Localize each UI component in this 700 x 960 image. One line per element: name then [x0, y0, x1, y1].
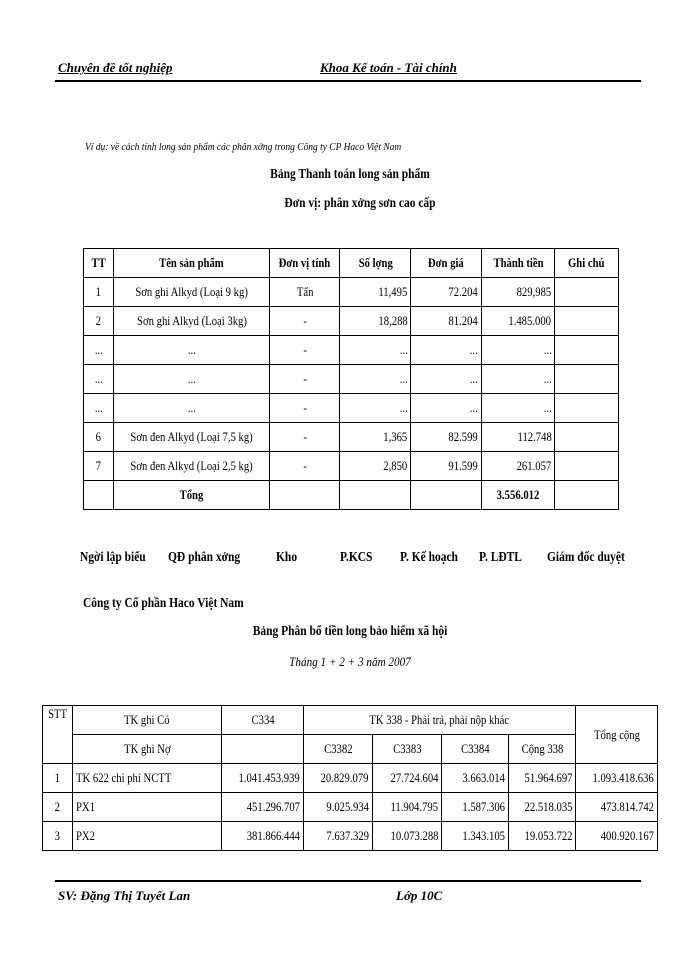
cell: 1.587.306 — [462, 799, 505, 814]
cell: 2,850 — [383, 458, 408, 473]
header-left: Chuyên đề tốt nghiệp — [58, 60, 173, 75]
cell: ... — [399, 371, 408, 386]
cell: 400.920.167 — [600, 828, 654, 843]
cell: 1 — [95, 284, 102, 299]
cell: 20.829.079 — [320, 770, 369, 785]
intro-text: Ví dụ: về cách tính long sản phẩm các phân xởng trong Công ty CP Haco Việt Nam — [85, 141, 402, 153]
cell: PX1 — [76, 799, 96, 814]
cell: 18,288 — [378, 313, 408, 328]
cell: ... — [399, 400, 408, 415]
signature-director: Giám đốc duyệt — [547, 550, 625, 565]
cell: - — [303, 400, 307, 415]
table-row — [84, 394, 619, 423]
cell — [555, 307, 619, 336]
total-label: Tổng — [179, 487, 204, 502]
payroll-table — [83, 248, 619, 510]
allocation-header-row-1 — [43, 706, 658, 735]
col-unit-price: Đơn giá — [428, 255, 465, 270]
cell — [555, 336, 619, 365]
cell: ... — [187, 342, 196, 357]
col-amount: Thành tiền — [493, 255, 544, 270]
allocation-header-row-2 — [43, 735, 658, 764]
table-row — [84, 365, 619, 394]
col-tk-debit: TK ghi Nợ — [123, 741, 171, 756]
footer-left: SV: Đặng Thị Tuyết Lan — [58, 888, 191, 903]
cell: Sơn đen Alkyd (Loại 2,5 kg) — [130, 458, 253, 473]
cell: ... — [470, 371, 479, 386]
col-note: Ghi chú — [568, 255, 605, 270]
period-wrap — [250, 654, 450, 670]
cell: ... — [543, 400, 552, 415]
col-grand-total: Tổng cộng — [593, 726, 640, 742]
cell — [340, 481, 411, 510]
cell: 11,495 — [378, 284, 408, 299]
cell: 1 — [54, 770, 61, 785]
cell: 27.724.604 — [390, 770, 439, 785]
col-quantity: Số lợng — [358, 255, 393, 270]
signature-preparer: Ngời lập biểu — [80, 550, 146, 565]
cell: 10.073.288 — [390, 828, 439, 843]
table-row — [43, 822, 658, 851]
cell: 3 — [54, 828, 61, 843]
cell: 9.025.934 — [326, 799, 369, 814]
cell: Tấn — [296, 284, 314, 299]
cell — [555, 278, 619, 307]
cell: - — [303, 313, 307, 328]
cell: Sơn ghi Alkyd (Loại 9 kg) — [135, 284, 249, 299]
col-stt: STT — [48, 706, 68, 721]
payroll-header-row — [84, 249, 619, 278]
cell: - — [303, 429, 307, 444]
total-value: 3.556.012 — [496, 487, 540, 502]
cell: 51.964.697 — [524, 770, 573, 785]
table-row — [84, 307, 619, 336]
cell: ... — [94, 342, 103, 357]
cell: 6 — [95, 429, 102, 444]
cell: 1.093.418.636 — [592, 770, 654, 785]
table-row — [84, 278, 619, 307]
col-unit: Đơn vị tính — [279, 255, 331, 270]
table-row — [84, 423, 619, 452]
cell — [555, 394, 619, 423]
title-payroll: Bảng Thanh toán long sản phẩm — [270, 167, 430, 182]
cell: ... — [187, 400, 196, 415]
cell: Sơn ghi Alkyd (Loại 3kg) — [136, 313, 247, 328]
cell: 1.343.105 — [462, 828, 505, 843]
cell: 82.599 — [448, 429, 479, 444]
cell: Sơn đen Alkyd (Loại 7,5 kg) — [130, 429, 253, 444]
cell: 11.904.795 — [390, 799, 439, 814]
cell — [222, 735, 304, 764]
cell — [84, 481, 114, 510]
signature-workshop-manager: QĐ phân xởng — [168, 550, 241, 565]
cell: 81.204 — [448, 313, 479, 328]
header-right: Khoa Kế toán - Tài chính — [320, 60, 457, 75]
col-c3383: C3383 — [392, 741, 422, 756]
cell: ... — [399, 342, 408, 357]
col-c3384: C3384 — [460, 741, 490, 756]
cell: ... — [187, 371, 196, 386]
period: Tháng 1 + 2 + 3 năm 2007 — [289, 654, 411, 669]
cell: 112.748 — [517, 429, 552, 444]
cell: TK 622 chi phí NCTT — [76, 770, 172, 785]
col-c3382: C3382 — [323, 741, 353, 756]
cell: 261.057 — [516, 458, 552, 473]
table-row — [43, 793, 658, 822]
cell: 22.518.035 — [524, 799, 573, 814]
cell: ... — [94, 371, 103, 386]
header-rule — [55, 80, 641, 82]
col-tk338: TK 338 - Phải trả, phải nộp khác — [369, 712, 510, 727]
cell: 3.663.014 — [462, 770, 505, 785]
cell: - — [303, 342, 307, 357]
cell: 7 — [95, 458, 102, 473]
allocation-table — [42, 705, 658, 851]
title-allocation-wrap — [210, 624, 490, 640]
cell: 2 — [54, 799, 61, 814]
cell: ... — [470, 400, 479, 415]
col-sum338: Cộng 338 — [521, 741, 563, 756]
cell — [555, 481, 619, 510]
cell: PX2 — [76, 828, 96, 843]
cell: 1.041.453.939 — [238, 770, 301, 785]
cell — [555, 423, 619, 452]
cell: 473.814.742 — [600, 799, 654, 814]
cell: - — [303, 458, 307, 473]
cell: ... — [470, 342, 479, 357]
cell: 829,985 — [516, 284, 552, 299]
signature-labour: P. LĐTL — [479, 550, 522, 565]
cell: 19.053.722 — [524, 828, 573, 843]
cell: - — [303, 371, 307, 386]
title-payroll-wrap — [250, 167, 450, 183]
col-product-name: Tên sản phẩm — [159, 255, 225, 270]
cell — [555, 365, 619, 394]
cell: ... — [543, 342, 552, 357]
cell — [411, 481, 482, 510]
title-unit: Đơn vị: phân xởng sơn cao cấp — [284, 196, 436, 211]
cell: ... — [543, 371, 552, 386]
total-row — [84, 481, 619, 510]
col-c334: C334 — [251, 712, 275, 727]
table-row — [84, 336, 619, 365]
col-tt: TT — [91, 255, 106, 270]
signature-kcs: P.KCS — [340, 550, 373, 565]
table-row — [84, 452, 619, 481]
cell: ... — [94, 400, 103, 415]
cell — [555, 452, 619, 481]
cell: 91.599 — [448, 458, 479, 473]
cell: 2 — [95, 313, 102, 328]
cell: 381.866.444 — [246, 828, 301, 843]
company-name: Công ty Cổ phần Haco Việt Nam — [83, 596, 244, 611]
signature-warehouse: Kho — [276, 550, 298, 565]
title-allocation: Bảng Phân bổ tiền long bảo hiểm xã hội — [252, 624, 448, 639]
cell: 1,365 — [383, 429, 408, 444]
cell: 1.485.000 — [508, 313, 552, 328]
cell: 451.296.707 — [246, 799, 301, 814]
footer-right: Lớp 10C — [396, 888, 443, 903]
title-unit-wrap — [260, 196, 460, 212]
table-row — [43, 764, 658, 793]
cell: 7.637.329 — [326, 828, 369, 843]
footer-rule — [55, 880, 641, 882]
col-tk-credit: TK ghi Có — [124, 712, 170, 727]
signature-planning: P. Kế hoạch — [400, 550, 458, 565]
cell — [270, 481, 340, 510]
cell: 72.204 — [448, 284, 479, 299]
